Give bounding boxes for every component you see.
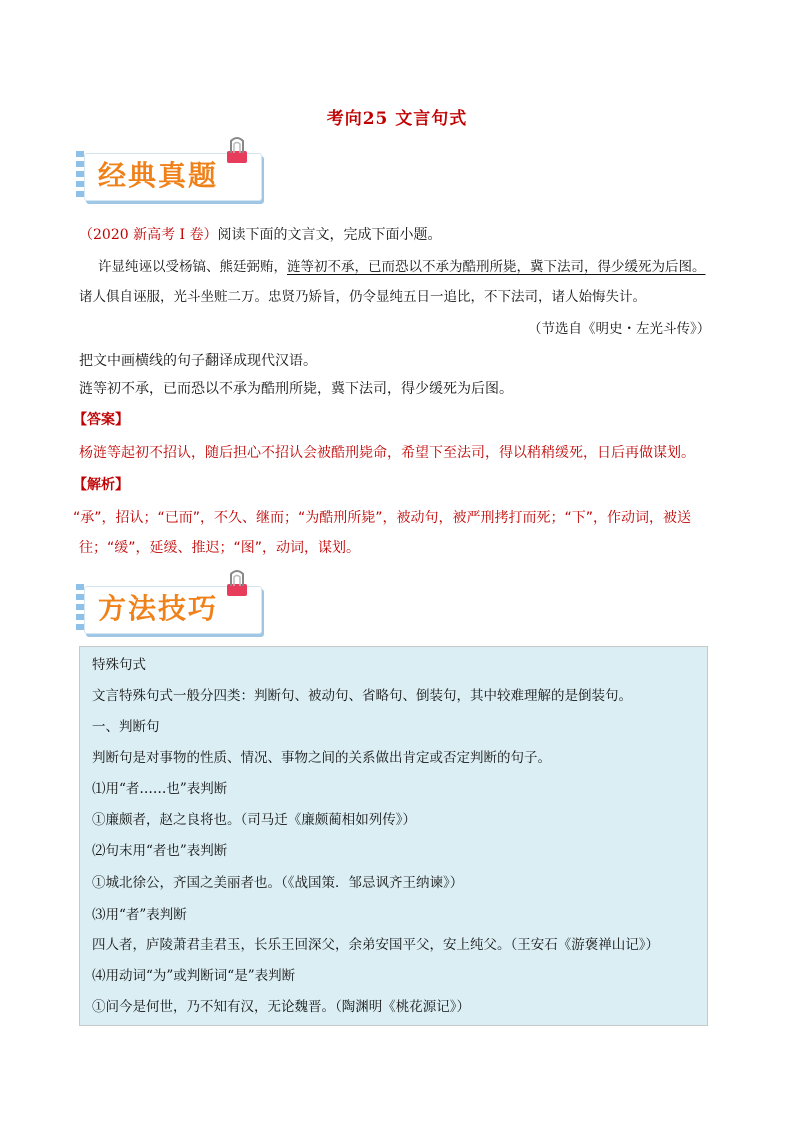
question-intro: 阅读下面的文言文，完成下面小题。 [217, 227, 442, 243]
question-source-line: （2020 新高考 I 卷）阅读下面的文言文，完成下面小题。 [79, 227, 442, 243]
method-line: ①问今是何世，乃不知有汉，无论魏晋。（陶渊明《桃花源记》） [92, 999, 470, 1015]
method-box [79, 646, 708, 1026]
page-title: 考向25 文言句式 [326, 109, 468, 129]
section-title-classic: 经典真题 [98, 159, 219, 192]
analysis-line-2: 往；“缓”，延缓、推迟；“图”，动词，谋划。 [79, 540, 361, 556]
task-sentence: 涟等初不承，已而恐以不承为酷刑所毙，冀下法司，得少缓死为后图。 [79, 381, 513, 397]
passage-line-2: 诸人俱自诬服，光斗坐赃二万。忠贤乃矫旨，仍令显纯五日一追比，不下法司，诸人始悔失计。 [79, 289, 646, 305]
binder-clip-icon [224, 570, 250, 600]
method-line: ⑴用“者……也”表判断 [92, 781, 228, 797]
binder-clip-icon [224, 137, 250, 167]
section-banner-classic [76, 143, 266, 205]
method-line: 四人者，庐陵萧君圭君玉，长乐王回深父，余弟安国平父，安上纯父。（王安石《游褒禅山记》） [92, 937, 659, 953]
passage-line-1: 许显纯诬以受杨镐、熊廷弼贿，涟等初不承，已而恐以不承为酷刑所毙，冀下法司，得少缓死为后图。 [98, 259, 706, 275]
analysis-line-1: “承”，招认；“已而”，不久、继而；“为酷刑所毙”，被动句，被严刑拷打而死；“下”，作动词，被送 [73, 510, 692, 526]
analysis-label: 【解析】 [73, 477, 129, 493]
method-line: 一、判断句 [92, 719, 160, 735]
answer-label: 【答案】 [73, 412, 129, 428]
section-banner-method [76, 576, 266, 638]
method-line: 判断句是对事物的性质、情况、事物之间的关系做出肯定或否定判断的句子。 [92, 750, 551, 766]
method-line: ⑵句末用“者也”表判断 [92, 843, 228, 859]
task-instruction: 把文中画横线的句子翻译成现代汉语。 [79, 353, 317, 369]
method-line: 文言特殊句式一般分四类：判断句、被动句、省略句、倒装句，其中较难理解的是倒装句。 [92, 688, 632, 704]
underlined-sentence: 涟等初不承，已而恐以不承为酷刑所毙，冀下法司，得少缓死为后图。 [287, 259, 706, 275]
method-line: ⑷用动词“为”或判断词“是”表判断 [92, 968, 296, 984]
method-line: ⑶用“者”表判断 [92, 907, 187, 923]
answer-text: 杨涟等起初不招认，随后担心不招认会被酷刑毙命，希望下至法司，得以稍稍缓死，日后再做谋划。 [79, 445, 695, 461]
section-title-method: 方法技巧 [98, 592, 219, 625]
passage-source: （节选自《明史・左光斗传》） [528, 321, 711, 337]
method-line: ①城北徐公，齐国之美丽者也。（《战国策．邹忌讽齐王纳谏》） [92, 875, 464, 891]
exam-source: 2020 新高考 I 卷 [93, 227, 204, 243]
method-line: ①廉颇者，赵之良将也。（司马迁《廉颇蔺相如列传》） [92, 812, 416, 828]
method-line: 特殊句式 [92, 657, 146, 673]
